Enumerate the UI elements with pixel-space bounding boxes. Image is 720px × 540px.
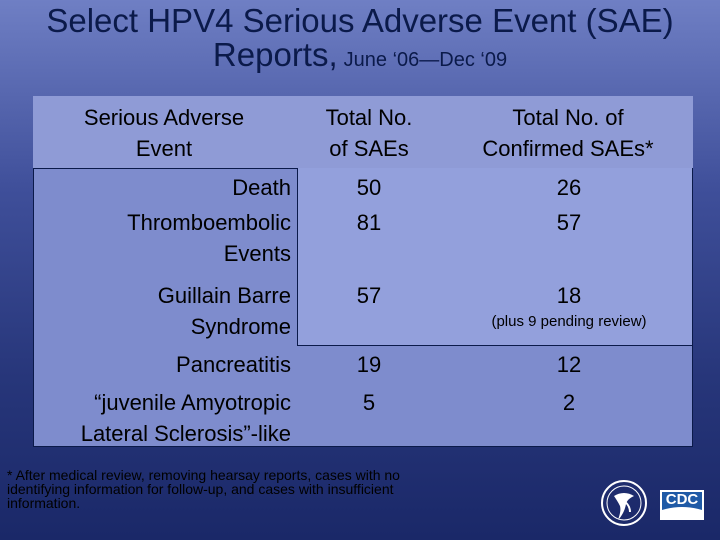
- row-death-event: Death: [232, 175, 291, 200]
- title-reports: Reports,: [212, 36, 338, 73]
- row-guillain-barre-line2: Syndrome: [190, 314, 291, 339]
- row-guillain-barre-confirmed: 18: [556, 283, 582, 308]
- row-juvenile-als-total: 5: [362, 390, 376, 415]
- row-thromboembolic-total: 81: [356, 210, 382, 235]
- cdc-logo-icon: [660, 490, 704, 520]
- row-pancreatitis-total: 19: [356, 352, 382, 377]
- row-thromboembolic-line1: Thromboembolic: [127, 210, 291, 235]
- row-death-total: 50: [356, 175, 382, 200]
- hhs-eagle-logo-icon: [600, 476, 648, 530]
- header-col2-line1: Total No.: [325, 105, 413, 130]
- row-juvenile-als-event: [33, 387, 291, 449]
- row-thromboembolic-event: [33, 207, 291, 269]
- row-juvenile-als-line2: Lateral Sclerosis”-like: [80, 421, 291, 446]
- row-juvenile-als-confirmed: 2: [562, 390, 576, 415]
- footnote-line2: identifying information for follow-up, and cases with insufficient: [7, 481, 394, 497]
- row-death-confirmed: 26: [556, 175, 582, 200]
- header-col3-line2: Confirmed SAEs*: [482, 136, 654, 161]
- footnote-line1: * After medical review, removing hearsay reports, cases with no: [7, 467, 400, 483]
- header-serious-adverse-event: [33, 102, 295, 164]
- sae-table: [33, 96, 693, 447]
- title-line-1: Select HPV4 Serious Adverse Event (SAE): [46, 2, 674, 39]
- title-line-2: [0, 38, 720, 77]
- row-guillain-barre-pending-note: (plus 9 pending review): [491, 313, 647, 330]
- header-col1-line1: Serious Adverse: [83, 105, 245, 130]
- header-confirmed-saes: [443, 102, 693, 164]
- header-col2-line2: of SAEs: [329, 136, 409, 161]
- row-guillain-barre-total: 57: [356, 283, 382, 308]
- header-col3-line1: Total No. of: [512, 105, 624, 130]
- footnote: [7, 468, 527, 510]
- cdc-logo-text: CDC: [665, 491, 699, 508]
- row-thromboembolic-line2: Events: [223, 241, 291, 266]
- header-total-saes: [297, 102, 441, 164]
- row-guillain-barre-event: [33, 280, 291, 342]
- row-juvenile-als-line1: “juvenile Amyotropic: [94, 390, 291, 415]
- footnote-line3: information.: [7, 495, 81, 511]
- header-col1-line2: Event: [135, 136, 193, 161]
- slide-title: [0, 4, 720, 77]
- row-pancreatitis-event: Pancreatitis: [176, 352, 291, 377]
- row-pancreatitis-confirmed: 12: [556, 352, 582, 377]
- title-date-range: June ‘06—Dec ‘09: [343, 49, 508, 71]
- row-guillain-barre-line1: Guillain Barre: [157, 283, 291, 308]
- row-thromboembolic-confirmed: 57: [556, 210, 582, 235]
